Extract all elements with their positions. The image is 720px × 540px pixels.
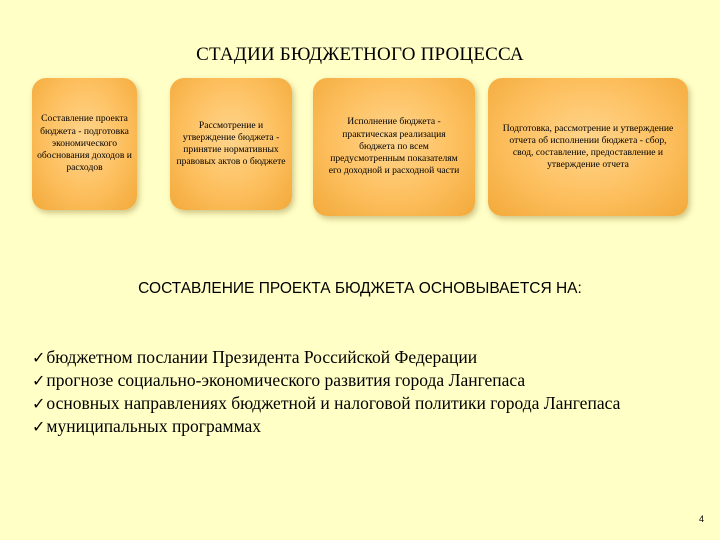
list-item (32, 346, 676, 369)
section-heading: СОСТАВЛЕНИЕ ПРОЕКТА БЮДЖЕТА ОСНОВЫВАЕТСЯ НА: (138, 280, 582, 297)
checkmark-icon: ✓ (32, 371, 46, 390)
page-number: 4 (698, 514, 704, 524)
slide-title: СТАДИИ БЮДЖЕТНОГО ПРОЦЕССА (196, 44, 524, 65)
list-item (32, 415, 676, 438)
stage-text: Исполнение бюджета - практическая реализация бюджета по всем предусмотренным показателям его доходной и расходной части (328, 116, 460, 177)
list-item-text: основных направлениях бюджетной и налоговой политики города Лангепаса (46, 393, 621, 413)
checkmark-icon: ✓ (32, 417, 46, 436)
list-item-text: прогнозе социально-экономического развития города Лангепаса (46, 370, 526, 390)
stage-text: Подготовка, рассмотрение и утверждение отчета об исполнении бюджета - сбор, свод, составление, предоставление и утверждение отчета (502, 122, 674, 171)
stage-box-drafting (32, 78, 137, 210)
stage-box-execution (313, 78, 475, 216)
checkmark-icon: ✓ (32, 394, 46, 413)
list-item (32, 369, 676, 392)
list-item-text: бюджетном послании Президента Российской Федерации (46, 347, 478, 367)
list-item-text: муниципальных программах (46, 416, 262, 436)
stage-text: Составление проекта бюджета - подготовка экономического обоснования доходов и расходов (37, 113, 132, 174)
bullet-list (32, 346, 676, 438)
list-item (32, 392, 676, 415)
stage-box-reporting (488, 78, 688, 216)
stage-text: Рассмотрение и утверждение бюджета - принятие нормативных правовых актов о бюджете (176, 119, 286, 168)
checkmark-icon: ✓ (32, 348, 46, 367)
stage-box-approval (170, 78, 292, 210)
